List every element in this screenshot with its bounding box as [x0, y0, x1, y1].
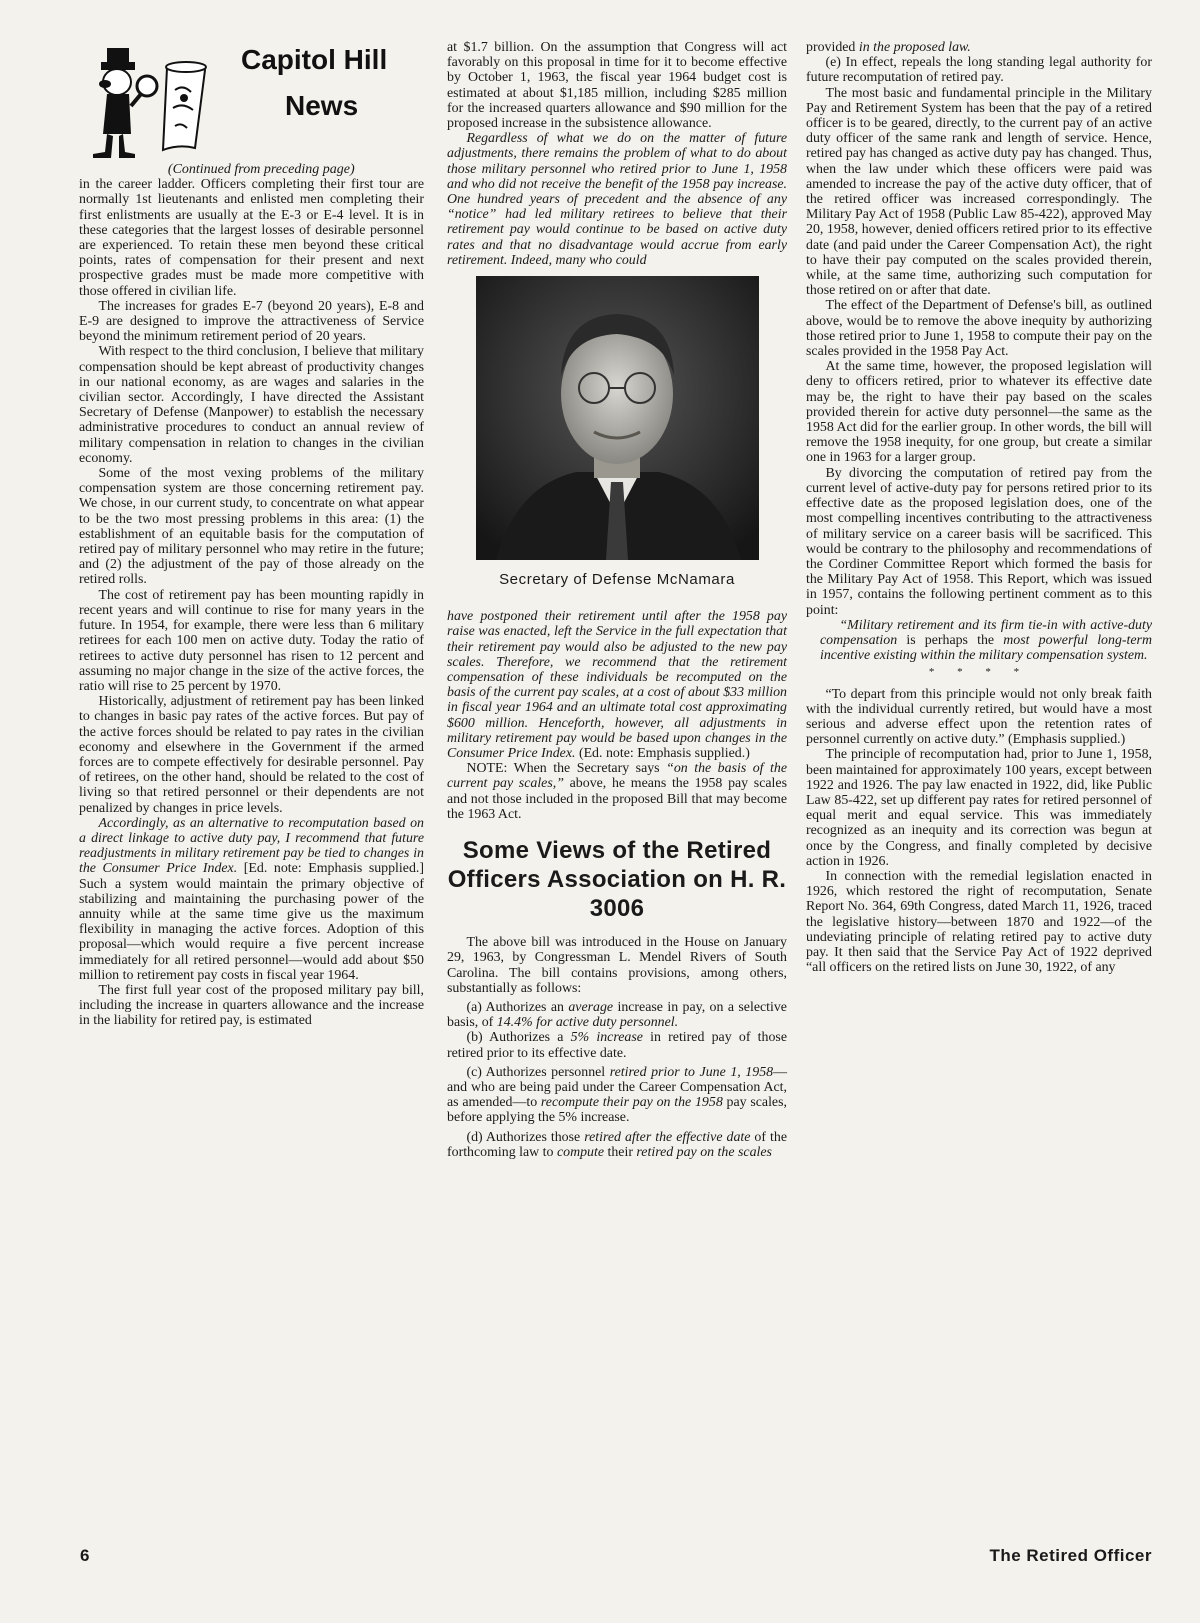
emphasis-text: in the proposed law.	[858, 40, 971, 55]
masthead	[79, 40, 424, 158]
emphasis-text: 5% increase	[570, 1030, 643, 1046]
paragraph	[447, 761, 787, 822]
paragraph: The effect of the Department of Defense's bill, as outlined above, would be to remove the above inequity by authorizing those retired prior to June 1, 1958 to compute their pay on the scales provided in the 1958 Pay Act.	[806, 298, 1152, 360]
paragraph-text: [Ed. note: Emphasis supplied.] Such a system would maintain the primary objective of stabilizing and maintaining the purchasing power of the annuity while at the same time give us the maximum flexibility in managing the active forces. Adoption of this proposal—which would require a five percent increase immediately for all retired personnel—would add about $50 million to retirement pay costs in fiscal year 1964.	[79, 861, 424, 983]
list-item	[447, 1030, 787, 1060]
paragraph	[447, 609, 787, 761]
paragraph-text: provided	[806, 40, 859, 55]
continued-note: (Continued from preceding page)	[167, 162, 355, 177]
list-text: their	[604, 1144, 637, 1160]
emphasis-text: Regardless of what we do on the matter of future adjustments, there remains the problem of what to do about those military personnel who retired prior to June 1, 1958 and who did not receive the benefit of the 1958 pay increase. One hundred years of precedent and the absence of any “notice” had led military retirees to believe that their retirement pay would continue to be based on active duty rates and that no disadvantage would accrue from early retirement. Indeed, many who could	[447, 131, 787, 268]
emphasis-text: “on the basis of the current pay scales,”	[447, 761, 788, 792]
paragraph: Historically, adjustment of retirement pay has been linked to changes in basic pay rates of the active forces. But pay of the active forces should be related to pay rates in the civilian economy and elsewhere in the Government if the armed forces are to compete effectively for desirable personnel. Pay of retirees, on the other hand, should be related to the cost of living so that retired personnel or their dependents are not penalized by changes in price levels.	[79, 694, 424, 816]
masthead-subtitle: News	[285, 90, 359, 121]
list-text: (b) Authorizes a	[466, 1030, 571, 1046]
paragraph: The first full year cost of the proposed military pay bill, including the increase in quarters allowance and the increase in the liability for retired pay, is estimated	[79, 982, 424, 1029]
list-text: of the forthcoming law to	[447, 1129, 787, 1160]
emphasis-text: average	[568, 999, 614, 1015]
masthead-title: Capitol Hill	[241, 44, 388, 75]
paragraph: The most basic and fundamental principle in the Military Pay and Retirement System has been that the pay of a retired officer is to be geared, directly, to the current pay of an active duty officer of the same rank and length of service. Hence, retired pay has changed as active duty pay has changed. Thus, when the law under which these officers were paid was amended to increase the pay of the active duty officer, that of the retired officer was increased correspondingly. The Military Pay Act of 1958 (Public Law 85-422), approved May 20, 1958, however, denied officers retired prior to its effective date (and paid under the Career Compensation Act), the right to have their pay computed on the scales provided therein, while, at the same time, authorizing such computation for those retired on or after that date.	[806, 85, 1152, 299]
paragraph: The above bill was introduced in the House on January 29, 1963, by Congressman L. Mendel Rivers of South Carolina. The bill contains provisions, among others, substantially as follows:	[447, 935, 787, 996]
quote-text: is perhaps the	[897, 632, 1004, 648]
emphasis-text: at a cost of about $33 million in fiscal year 1964 and an ultimate total cost approximating $600 million. Henceforth, however, all adjustments in military retirement pay would be based upon changes in the Consumer Price Index.	[447, 685, 787, 762]
emphasis-text: have postponed their retirement until after the 1958 pay raise was enacted, left the Service in the full expectation that their retirement pay would also be adjusted to the new pay scales. Therefore, we recommend that the retirement compensation of these individuals be recomputed on the basis of the current pay scales,	[447, 609, 787, 701]
emphasis-text: Accordingly, as an alternative to recomputation based on a direct linkage to active duty pay, I recommend that future readjustments in military retirement pay be tied to changes in the Consumer Price Index.	[79, 815, 424, 877]
emphasis-text: recompute their pay on the 1958	[540, 1095, 723, 1111]
section-divider: * * * *	[928, 666, 1030, 679]
emphasis-text: “Military retirement and its firm tie-in with active-duty compensation	[820, 617, 1152, 648]
paragraph-text: above, he means the 1958 pay scales and not those included in the proposed Bill that may become the 1963 Act.	[447, 776, 787, 822]
list-text: in retired pay of those retired prior to its effective date.	[447, 1030, 787, 1061]
paragraph: “To depart from this principle would not only break faith with the individual currently retired, but would have a most serious and adverse effect upon the retention rates of personnel currently on active duty.” (Emphasis supplied.)	[806, 686, 1152, 748]
paragraph: With respect to the third conclusion, I believe that military compensation should be kept abreast of productivity changes in our national economy, as are wages and salaries in the civilian sector. Accordingly, I have directed the Assistant Secretary of Defense (Manpower) to establish the necessary administrative procedures to conduct an annual review of military compensation in relation to changes in the civilian economy.	[79, 344, 424, 466]
paragraph-text: NOTE: When the Secretary says	[466, 761, 667, 777]
list-text: pay scales, before applying the 5% increase.	[447, 1095, 787, 1126]
publication-name: The Retired Officer	[989, 1546, 1152, 1565]
list-text: (d) Authorizes those	[466, 1129, 585, 1145]
list-text: increase in pay, on a selective basis, of	[447, 999, 787, 1031]
paragraph: By divorcing the computation of retired pay from the current level of active-duty pay for persons retired prior to its effective date as the proposed legislation does, one of the most compelling incentives contributing to the attractiveness of military service on a career basis will be sacrificed. This would be contrary to the philosophy and recommendations of the Cordiner Committee Report which formed the basis for the Military Pay Act of 1958. This Report, which was issued in 1957, contains the following pertinent comment as to this point:	[806, 465, 1152, 618]
paragraph-text: (Ed. note: Emphasis supplied.)	[575, 746, 750, 762]
paragraph	[79, 816, 424, 983]
column-2	[447, 40, 787, 1160]
paragraph: At the same time, however, the proposed legislation will deny to officers retired, prior to whatever its effective date may be, the right to have their pay based on the scales provided therein for active duty personnel—the same as the 1958 Act did for the earlier group. In other words, the bill will remove the 1958 inequity, for one group, but create a similar one in 1963 for a larger group.	[806, 359, 1152, 466]
paragraph: Some of the most vexing problems of the military compensation system are those concerning retirement pay. We chose, in our current study, to concentrate on what appear to be the two most pressing problems in this area: (1) the establishment of an equitable basis for the computation of retired pay of military personnel who may retire in the future; and (2) the adjustment of the pay of those already on the retired rolls.	[79, 466, 424, 588]
list-item	[447, 1130, 787, 1160]
emphasis-text: retired pay on the scales	[636, 1144, 772, 1160]
block-quote	[806, 618, 1152, 664]
paragraph	[806, 40, 1152, 55]
paragraph: at $1.7 billion. On the assumption that Congress will act favorably on this proposal in time for it to become effective by October 1, 1963, the fiscal year 1964 budget cost is estimated at about $1,185 million, including $285 million for the increased quarters allowance and $90 million for the proposed increase in the subsistence allowance.	[447, 40, 787, 132]
list-item	[447, 1000, 787, 1030]
page-number: 6	[80, 1546, 90, 1565]
emphasis-text: 14.4% for active duty personnel.	[496, 1015, 679, 1031]
paragraph: In connection with the remedial legislation enacted in 1926, which restored the right of recomputation, Senate Report No. 364, 69th Congress, dated March 11, 1926, traced the legislative history—between 1870 and 1922—of the undeviating principle of relating retired pay to active duty pay. It then said that the Service Pay Act of 1922 deprived “all officers on the retired lists on June 30, 1922, of any	[806, 868, 1152, 976]
emphasis-text: retired prior to June 1, 1958	[609, 1064, 774, 1080]
list-text: (a) Authorizes an	[466, 999, 569, 1015]
section-heading: Some Views of the Retired Officers Association on H. R. 3006	[447, 837, 787, 923]
list-text: (c) Authorizes personnel	[466, 1064, 610, 1080]
emphasis-text: most powerful long-term incentive existing within the military compensation system.	[820, 632, 1152, 664]
mcnamara-photo	[476, 276, 759, 560]
paragraph: The principle of recomputation had, prior to June 1, 1958, been maintained for approximately 100 years, except between 1922 and 1926. The pay law enacted in 1922, did, like Public Law 85-422, set up different pay rates for retired personnel of equal merit and equal service. This was immediately recognized as an inequity and its correction was begun at once by the Congress, and finally completed by decisive action in 1926.	[806, 747, 1152, 869]
paragraph: (e) In effect, repeals the long standing legal authority for future recomputation of retired pay.	[806, 55, 1152, 86]
photo-caption: Secretary of Defense McNamara	[499, 571, 735, 589]
paragraph: The increases for grades E-7 (beyond 20 years), E-8 and E-9 are designed to improve the attractiveness of Service beyond the minimum retirement period of 20 years.	[79, 298, 424, 345]
column-3	[806, 40, 1152, 975]
paragraph	[447, 131, 787, 268]
emphasis-text: compute	[556, 1144, 605, 1160]
column-1	[79, 40, 424, 1029]
portrait-image	[476, 276, 759, 560]
paragraph: in the career ladder. Officers completing their first tour are normally 1st lieutenants and enlisted men completing their first enlistments are usually at the E-3 or E-4 level. It is in these categories that the largest losses of desirable personnel are experienced. To retain these men beyond these critical points, rates of compensation for their present and next prospective grades must be made more competitive with those offered in civilian life.	[79, 177, 424, 299]
list-text: —and who are being paid under the Career Compensation Act, as amended—to	[447, 1064, 787, 1111]
paragraph: The cost of retirement pay has been mounting rapidly in recent years and will continue to rise for many years in the future. In 1954, for example, there were less than 6 military retirees for each 100 men on active duty. Today the ratio of retirees to active duty personnel has risen to 12 percent and assuming no major change in the size of the active forces, the ratio will rise to 25 percent by 1970.	[79, 587, 424, 694]
senator-cartoon-icon	[79, 48, 239, 160]
list-item	[447, 1065, 787, 1126]
emphasis-text: retired after the effective date	[584, 1129, 751, 1145]
